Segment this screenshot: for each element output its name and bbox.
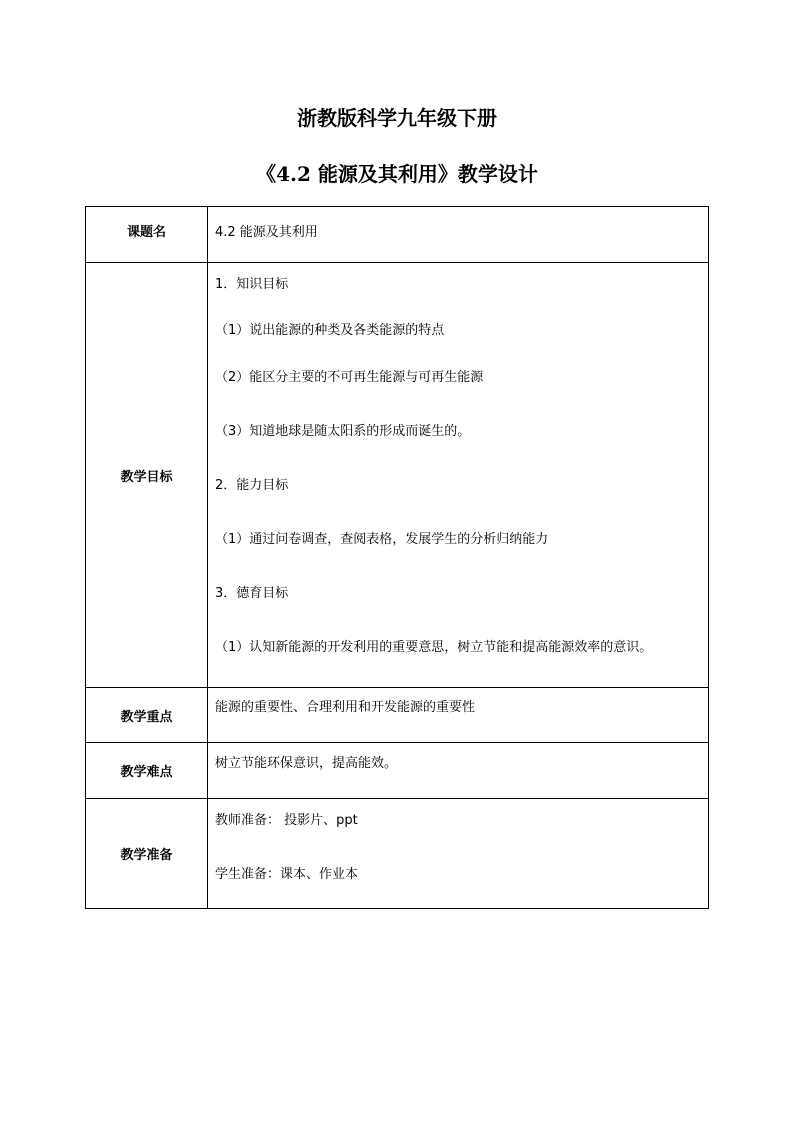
document-title: 浙教版科学九年级下册 bbox=[297, 106, 497, 130]
goal-item: （2）能区分主要的不可再生能源与可再生能源 bbox=[215, 370, 484, 385]
difficulties-label: 教学难点 bbox=[86, 743, 208, 799]
topic-label: 课题名 bbox=[86, 207, 208, 263]
goal-item: （1）认知新能源的开发利用的重要意思，树立节能和提高能源效率的意识。 bbox=[215, 640, 653, 655]
goals-content bbox=[208, 263, 709, 688]
goal-heading-knowledge: 1．知识目标 bbox=[215, 277, 289, 292]
difficulties-value: 树立节能环保意识，提高能效。 bbox=[208, 743, 709, 799]
student-preparation: 学生准备：课本、作业本 bbox=[215, 867, 359, 882]
table-row-goals bbox=[86, 263, 709, 688]
key-points-value: 能源的重要性、合理利用和开发能源的重要性 bbox=[208, 688, 709, 743]
table-row-key-points bbox=[86, 688, 709, 743]
topic-value: 4.2 能源及其利用 bbox=[208, 207, 709, 263]
goal-heading-moral: 3．德育目标 bbox=[215, 586, 289, 601]
goals-label: 教学目标 bbox=[86, 263, 208, 688]
goal-heading-ability: 2．能力目标 bbox=[215, 478, 289, 493]
lesson-plan-table bbox=[85, 206, 709, 909]
document-subtitle: 《4.2 能源及其利用》教学设计 bbox=[256, 162, 538, 186]
table-row-preparation bbox=[86, 799, 709, 909]
table-row-difficulties bbox=[86, 743, 709, 799]
teacher-preparation: 教师准备： 投影片、ppt bbox=[215, 813, 358, 828]
preparation-label: 教学准备 bbox=[86, 799, 208, 909]
goal-item: （1）通过问卷调查，查阅表格，发展学生的分析归纳能力 bbox=[215, 532, 549, 547]
key-points-label: 教学重点 bbox=[86, 688, 208, 743]
goal-item: （1）说出能源的种类及各类能源的特点 bbox=[215, 323, 445, 338]
preparation-content bbox=[208, 799, 709, 909]
goal-item: （3）知道地球是随太阳系的形成而诞生的。 bbox=[215, 424, 471, 439]
table-row-topic bbox=[86, 207, 709, 263]
